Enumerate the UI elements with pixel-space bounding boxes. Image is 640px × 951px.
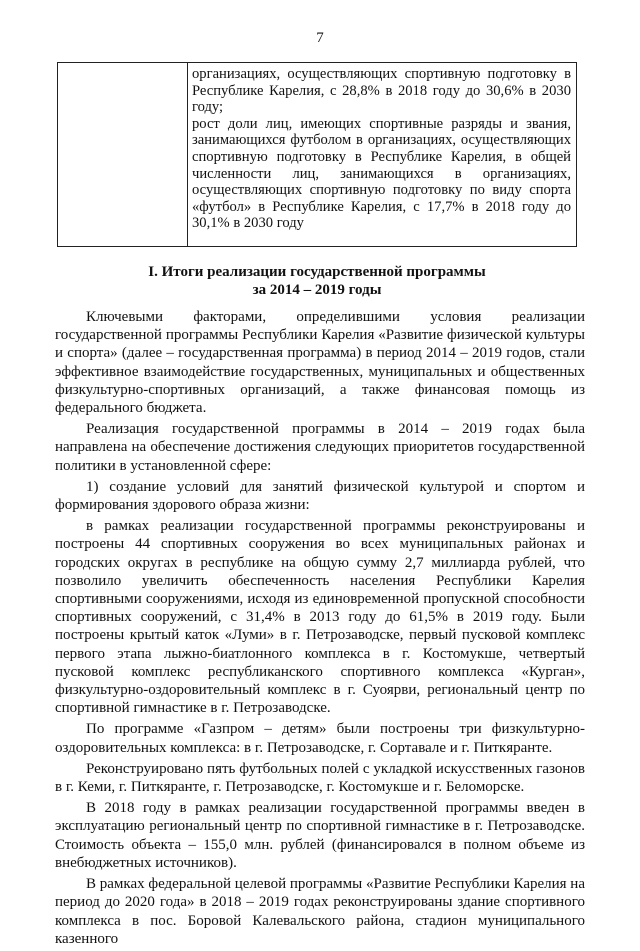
table-right-cell — [188, 63, 577, 247]
table-cell-paragraph: организациях, осуществляющих спортивную подготовку в Республике Карелия, с 28,8% в 2018 году до 30,6% в 2030 году; — [192, 66, 571, 116]
body-paragraph: Реконструировано пять футбольных полей с укладкой искусственных газонов в г. Кеми, г. Питкяранте, г. Петрозаводске, г. Костомукше и г. Беломорске. — [55, 760, 585, 796]
body-paragraph: По программе «Газпром – детям» были построены три физкультурно-оздоровительных комплекса: в г. Петрозаводске, г. Сортавале и г. Питкяранте. — [55, 721, 585, 756]
table-left-cell — [58, 63, 188, 247]
body-paragraph: Ключевыми факторами, определившими условия реализации государственной программы Республики Карелия «Развитие физической культуры и спорта» (далее – государственная программа) в период 2014 – 2019 годов, стали эффективное взаимодействие государственных, муниципальных и общественных физкультурно-спортивных организаций, а также финансовая помощь из федерального бюджета. — [55, 309, 585, 417]
section-heading — [57, 263, 577, 299]
body-paragraph: в рамках реализации государственной программы реконструированы и построены 44 спортивных сооружения во всех муниципальных районах и городских округах в республике на общую сумму 2,7 миллиарда рублей, что позволило увеличить обеспеченность населения Республики Карелия спортивными сооружениями, исходя из единовременной пропускной способности спортивных сооружений, с 31,4% в 2013 году до 61,5% в 2019 году. Были построены крытый каток «Луми» в г. Петрозаводске, первый пусковой комплекс первого этапа лыжно-биатлонного комплекса в г. Костомукше, четвертый пусковой комплекс республиканского спортивного комплекса «Курган», физкультурно-оздоровительный комплекс в г. Суоярви, региональный центр по спортивной гимнастике в г. Петрозаводске. — [55, 518, 585, 717]
section-heading-line: I. Итоги реализации государственной программы — [148, 264, 486, 280]
body-text — [55, 308, 585, 951]
body-paragraph: 1) создание условий для занятий физической культурой и спортом и формирования здорового образа жизни: — [55, 478, 585, 514]
page-number: 7 — [316, 30, 324, 46]
table-cell-paragraph: рост доли лиц, имеющих спортивные разряды и звания, занимающихся футболом в организациях, осуществляющих спортивную подготовку в Республике Карелия, в общей численности лиц, занимающихся в организациях, осуществляющих спортивную подготовку по виду спорта «футбол» в Республике Карелия, с 17,7% в 2018 году до 30,1% в 2030 году — [192, 115, 571, 232]
body-paragraph: В рамках федеральной целевой программы «Развитие Республики Карелия на период до 2020 года» в 2018 – 2019 годах реконструированы здание спортивного комплекса в пос. Боровой Калевальского района, стадион муниципального казенного — [55, 876, 585, 947]
body-paragraph: Реализация государственной программы в 2014 – 2019 годах была направлена на обеспечение достижения следующих приоритетов государственной политики в установленной сфере: — [55, 421, 585, 474]
section-heading-line: за 2014 – 2019 годы — [252, 282, 382, 298]
table-row — [58, 63, 577, 247]
continuation-table — [57, 62, 577, 247]
body-paragraph: В 2018 году в рамках реализации государственной программы введен в эксплуатацию региональный центр по спортивной гимнастике в г. Петрозаводске. Стоимость объекта – 155,0 млн. рублей (финансировался в полном объеме из внебюджетных источников). — [55, 800, 585, 871]
